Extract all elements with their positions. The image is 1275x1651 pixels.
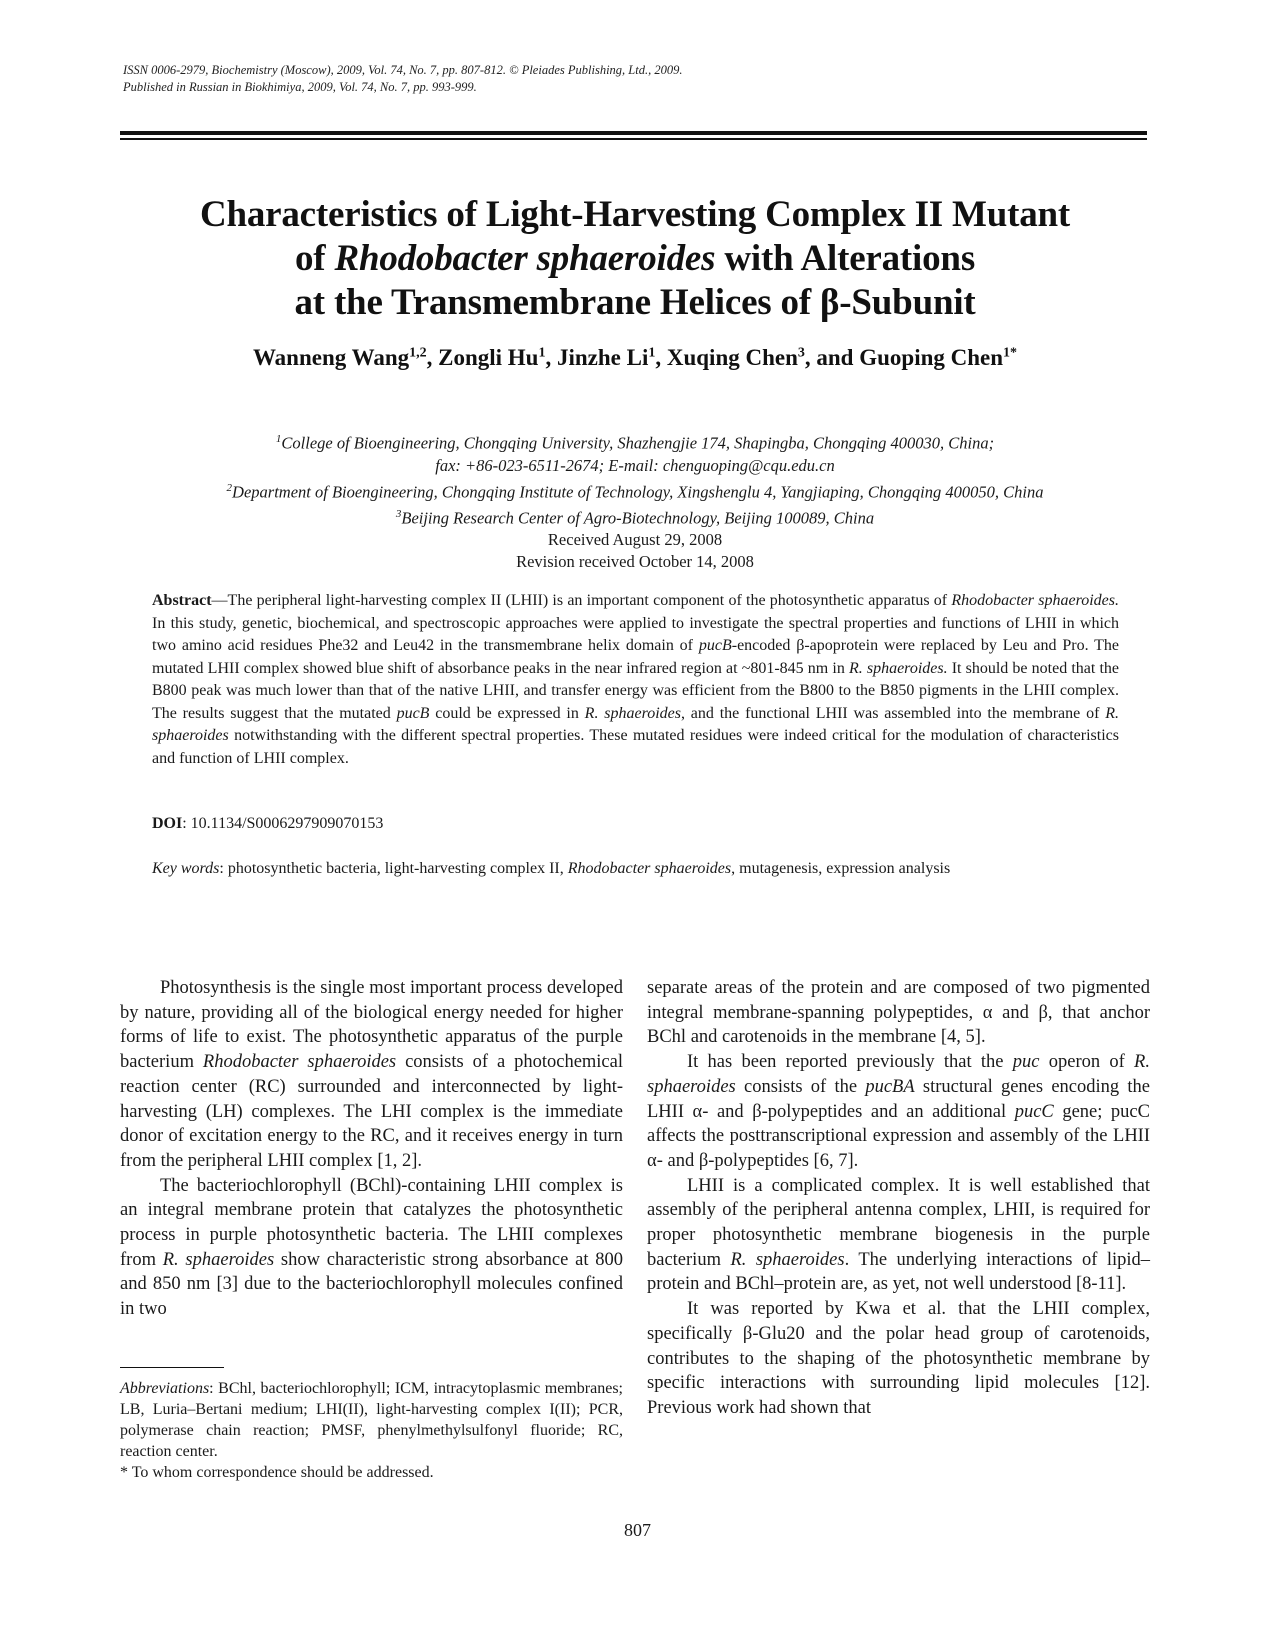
author-sep: , and [804, 345, 860, 370]
paragraph: separate areas of the protein and are composed of two pigmented integral membrane-spanning polypeptides, α and β, that anchor BChl and carotenoids in the membrane [4, 5]. [647, 978, 1150, 1048]
footnote-rule [120, 1367, 224, 1368]
affil-marker: 3 [395, 508, 402, 520]
author-affil: 3 [797, 345, 805, 361]
author-name: Wanneng Wang [252, 345, 410, 370]
author-name: Guoping Chen [859, 345, 1004, 370]
page-number: 807 [624, 1520, 651, 1540]
doi [152, 815, 383, 833]
paragraph [647, 1174, 1150, 1298]
paragraph-text: consists of the [735, 1076, 866, 1097]
footnote-text: : BChl, bacteriochlorophyll; ICM, intracytoplasmic membranes; LB, Luria–Bertani medium; LHI(II), light-harvesting complex I(II); PCR, polymerase chain reaction; PMSF, phenylmethylsulfonyl fluoride; RC, reaction center. [120, 1380, 623, 1460]
paragraph-italic: R. sphaeroides [162, 1249, 275, 1270]
received-date: Received August 29, 2008 [547, 530, 723, 549]
abstract-text: notwithstanding with the different spectral properties. These mutated residues were indeed critical for the modulation of characteristics and function of LHII complex. [152, 727, 1119, 767]
paragraph-text: structural genes encoding the LHII α- and β-polypeptides and an additional [647, 1076, 1150, 1122]
footnote-label: Abbreviations [120, 1380, 210, 1397]
affiliation-2 [120, 477, 1150, 504]
paper-title [120, 193, 1150, 325]
title-line1: Characteristics of Light-Harvesting Complex II Mutant [199, 194, 1071, 235]
affil-text: College of Bioengineering, Chongqing University, Shazhengjie 174, Shapingba, Chongqing 400030, China; [281, 433, 995, 453]
header-rule-thin [120, 138, 1147, 140]
footnotes [120, 1378, 623, 1483]
paragraph [120, 976, 623, 1174]
body-column-right [647, 976, 1150, 1421]
title-line3: at the Transmembrane Helices of β-Subunit [294, 282, 976, 323]
paragraph-text: show characteristic strong absorbance at 800 and 850 nm [3] due to the bacteriochlorophyll molecules confined in two [120, 1249, 623, 1320]
paragraph-text: Photosynthesis is the single most important process developed by nature, providing all of the biological energy needed for higher forms of life to exist. The photosynthetic apparatus of the purple bacterium [120, 978, 623, 1073]
journal-header-line1: ISSN 0006-2979, Biochemistry (Moscow), 2009, Vol. 74, No. 7, pp. 807-812. © Pleiades Publishing, Ltd., 2009. [123, 63, 683, 77]
doi-value: : 10.1134/S0006297909070153 [182, 815, 384, 832]
abstract-italic: Rhodobacter sphaeroides. [951, 592, 1119, 609]
doi-label: DOI [152, 815, 183, 832]
keywords-label: Key words [152, 860, 220, 877]
affiliation-3 [120, 503, 1150, 530]
revised-date: Revision received October 14, 2008 [516, 552, 754, 571]
footnote-correspondence: * To whom correspondence should be addressed. [120, 1464, 434, 1481]
author-name: Xuqing Chen [666, 345, 798, 370]
paragraph: It was reported by Kwa et al. that the LHII complex, specifically β-Glu20 and the polar head group of carotenoids, contributes to the shaping of the photosynthetic membrane by specific interactions with surrounding lipid molecules [12]. Previous work had shown that [647, 1299, 1150, 1418]
author-affil: 1* [1003, 345, 1018, 361]
abstract-dash: — [211, 592, 228, 609]
keywords-text: : photosynthetic bacteria, light-harvesting complex II, [219, 860, 568, 877]
abstract-italic: pucB [396, 704, 430, 722]
paragraph-text: consists of a photochemical reaction center (RC) surrounded and interconnected by light-harvesting (LH) complexes. The LHI complex is the immediate donor of excitation energy to the RC, and it receives energy in turn from the peripheral LHII complex [1, 2]. [120, 1052, 623, 1171]
abstract-text: In this study, genetic, biochemical, and spectroscopic approaches were applied to investigate the spectral properties and functions of LHII in which two amino acid residues Phe32 and Leu42 in the transmembrane helix domain of [152, 614, 1119, 654]
affiliation-1-contact: fax: +86-023-6511-2674; E-mail: chenguoping@cqu.edu.cn [435, 455, 835, 475]
affiliations [120, 428, 1150, 530]
author-sep: , [655, 345, 667, 370]
title-text: of [294, 238, 335, 279]
footnote-abbreviations [120, 1378, 623, 1462]
keywords-text: , mutagenesis, expression analysis [731, 860, 951, 877]
keywords-italic: Rhodobacter sphaeroides [567, 860, 732, 877]
abstract-text: -encoded β-apoprotein were replaced by Leu and Pro. The mutated LHII complex showed blue shift of absorbance peaks in the near infrared region at ~801-845 nm in [152, 637, 1120, 677]
abstract [152, 590, 1119, 770]
abstract-italic: pucB [698, 637, 732, 654]
author-affil: 1 [648, 345, 656, 361]
paragraph-italic: R. sphaeroides [730, 1249, 845, 1270]
author-sep: , [545, 345, 557, 370]
paragraph [120, 1174, 623, 1322]
abstract-text: , and the functional LHII was assembled into the membrane of [681, 704, 1106, 722]
author-list [120, 345, 1150, 371]
affil-marker: 1 [275, 433, 282, 445]
abstract-text: The peripheral light-harvesting complex II (LHII) is an important component of the photosynthetic apparatus of [227, 592, 952, 609]
body-column-left [120, 976, 623, 1322]
author-affil: 1 [538, 345, 546, 361]
keywords [152, 860, 1122, 878]
affiliation-1 [120, 428, 1150, 455]
abstract-italic: R. sphaeroides [584, 704, 681, 722]
title-text: with Alterations [715, 238, 976, 279]
paragraph-text: . The underlying interactions of lipid–protein and BChl–protein are, as yet, not well understood [8-11]. [647, 1249, 1150, 1295]
abstract-text: It should be noted that the B800 peak was much lower than that of the native LHII, and transfer energy was efficient from the B800 to the B850 pigments in the LHII complex. The results suggest that the mutated [152, 659, 1119, 722]
paragraph-text: The bacteriochlorophyll (BChl)-containing LHII complex is an integral membrane protein that catalyzes the photosynthetic process in purple photosynthetic bacteria. The LHII complexes from [120, 1175, 623, 1270]
abstract-italic: R. sphaeroides. [848, 659, 948, 677]
paragraph-italic: pucC [1014, 1101, 1054, 1122]
abstract-label: Abstract [152, 592, 212, 609]
received-dates [120, 529, 1150, 573]
paragraph-italic: puc [1012, 1052, 1040, 1073]
abstract-italic: R. sphaeroides [152, 704, 1119, 744]
author-name: Zongli Hu [438, 345, 539, 370]
journal-header [123, 62, 682, 96]
journal-header-line2: Published in Russian in Biokhimiya, 2009, Vol. 74, No. 7, pp. 993-999. [123, 80, 477, 94]
abstract-text: could be expressed in [429, 704, 585, 722]
paragraph-text: operon of [1039, 1052, 1135, 1073]
affil-text: Beijing Research Center of Agro-Biotechnology, Beijing 100089, China [401, 508, 875, 528]
title-line2 [120, 237, 1150, 281]
author-name: Jinzhe Li [556, 345, 649, 370]
affil-marker: 2 [226, 481, 233, 494]
paragraph-text: LHII is a complicated complex. It is well established that assembly of the peripheral antenna complex, LHII, is required for proper photosynthetic membrane biogenesis in the purple bacterium [647, 1175, 1150, 1270]
paragraph [647, 1050, 1150, 1174]
affil-text: Department of Bioengineering, Chongqing Institute of Technology, Xingshenglu 4, Yangjiaping, Chongqing 400050, China [232, 482, 1044, 501]
paragraph-italic: R. sphaeroides [647, 1052, 1150, 1097]
title-species: Rhodobacter sphaeroides [334, 238, 716, 279]
paragraph-text: gene; pucC affects the posttranscriptional expression and assembly of the LHII α- and β-polypeptides [6, 7]. [647, 1101, 1150, 1171]
paragraph-text: It has been reported previously that the [687, 1052, 1013, 1073]
paragraph-italic: Rhodobacter sphaeroides [202, 1052, 397, 1073]
author-sep: , [426, 345, 439, 370]
paragraph-italic: pucBA [865, 1076, 915, 1097]
header-rule-thick [120, 131, 1147, 135]
author-affil: 1,2 [409, 345, 427, 361]
